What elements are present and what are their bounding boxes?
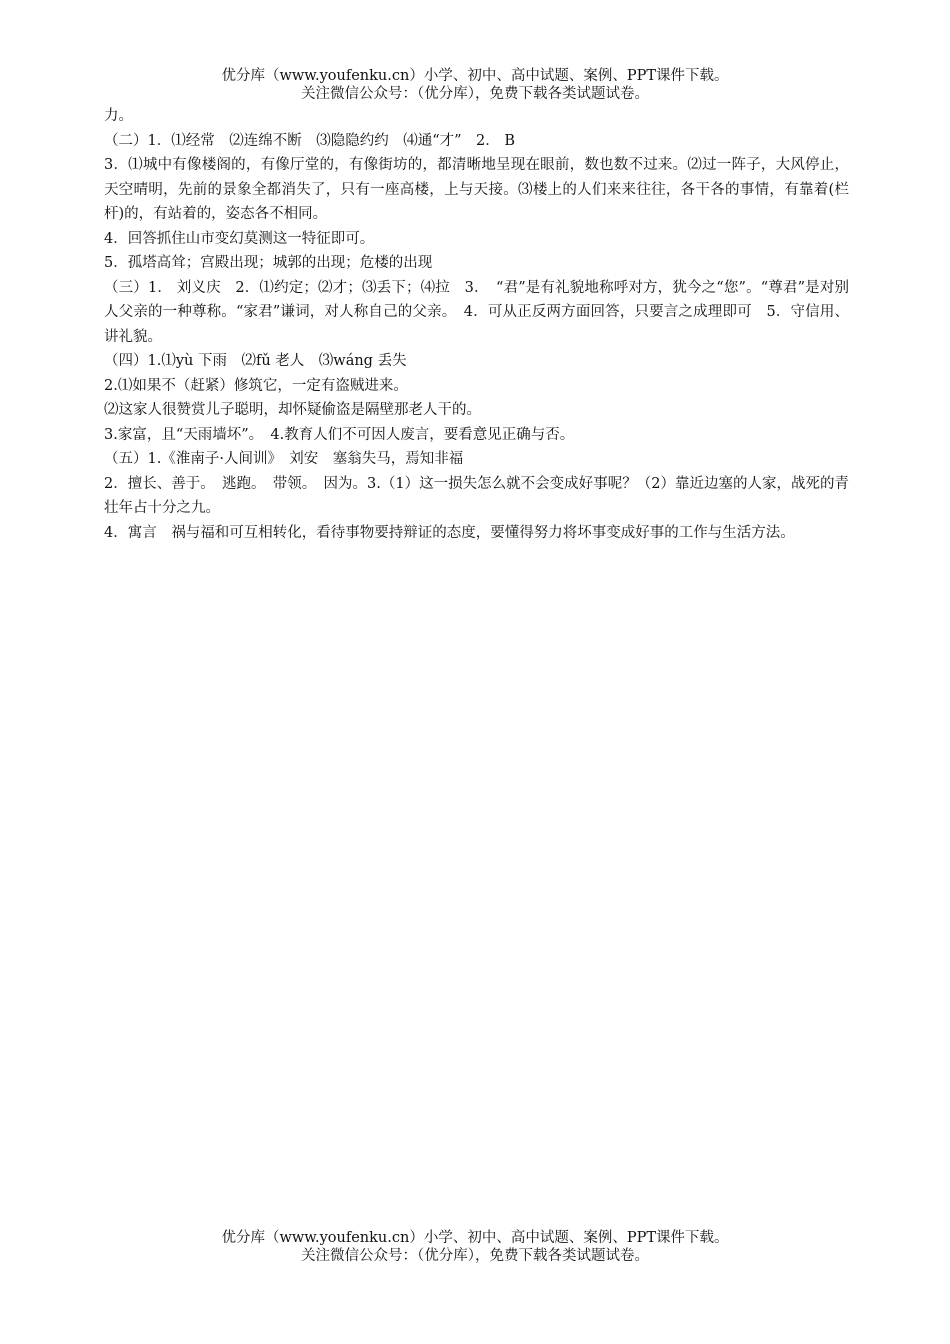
answer-line: 4．回答抓住山市变幻莫测这一特征即可。 [104, 230, 375, 247]
header-line-1: 优分库（www.youfenku.cn）小学、初中、高中试题、案例、PPT课件下载。 [221, 68, 729, 84]
answer-line: ⑵这家人很赞赏儿子聪明，却怀疑偷盗是隔壁那老人干的。 [104, 402, 481, 418]
footer-line-2: 关注微信公众号：（优分库），免费下载各类试题试卷。 [301, 1248, 649, 1264]
answer-line: （三）1． 刘义庆 2．⑴约定；⑵才；⑶丢下；⑷拉 3． “君”是有礼貌地称呼对方，犹今之“您”。“尊君”是对别人父亲的一种尊称。“家君”谦词，对人称自己的父亲。 4．可从正反两方面回答，只要言之成理即可 5．守信用、讲礼貌。 [104, 279, 849, 345]
answer-content [104, 104, 849, 545]
answer-line: 3.家富，且“天雨墙坏”。 4.教育人们不可因人废言，要看意见正确与否。 [104, 426, 575, 443]
answer-line: 3．⑴城中有像楼阁的，有像厅堂的，有像街坊的，都清晰地呈现在眼前，数也数不过来。⑵过一阵子，大风停止，天空晴明，先前的景象全都消失了，只有一座高楼，上与天接。⑶楼上的人们来来往往，各干各的事情，有靠着(栏杆)的，有站着的，姿态各不相同。 [104, 157, 849, 222]
answer-line: （四）1.⑴yù 下雨 ⑵fǔ 老人 ⑶wáng 丢失 [104, 353, 407, 369]
answer-line: （二）1．⑴经常 ⑵连绵不断 ⑶隐隐约约 ⑷通“才” 2． B [104, 132, 516, 149]
answer-line: 2.⑴如果不（赶紧）修筑它，一定有盗贼进来。 [104, 377, 408, 394]
page-footer [0, 1229, 950, 1265]
answer-line: 2．擅长、善于。 逃跑。 带领。 因为。3.（1）这一损失怎么就不会变成好事呢？（2）靠近边塞的人家，战死的青壮年占十分之九。 [104, 475, 849, 516]
answer-line: 4．寓言 祸与福和可互相转化，看待事物要持辩证的态度，要懂得努力将坏事变成好事的工作与生活方法。 [104, 524, 795, 541]
page-header [0, 67, 950, 103]
footer-line-1: 优分库（www.youfenku.cn）小学、初中、高中试题、案例、PPT课件下载。 [221, 1230, 729, 1246]
answer-line: 5．孤塔高耸；宫殿出现；城郭的出现；危楼的出现 [104, 255, 433, 271]
header-line-2: 关注微信公众号：（优分库），免费下载各类试题试卷。 [301, 86, 649, 102]
answer-line: （五）1.《淮南子·人间训》 刘安 塞翁失马，焉知非福 [104, 451, 464, 467]
answer-line: 力。 [104, 108, 133, 124]
